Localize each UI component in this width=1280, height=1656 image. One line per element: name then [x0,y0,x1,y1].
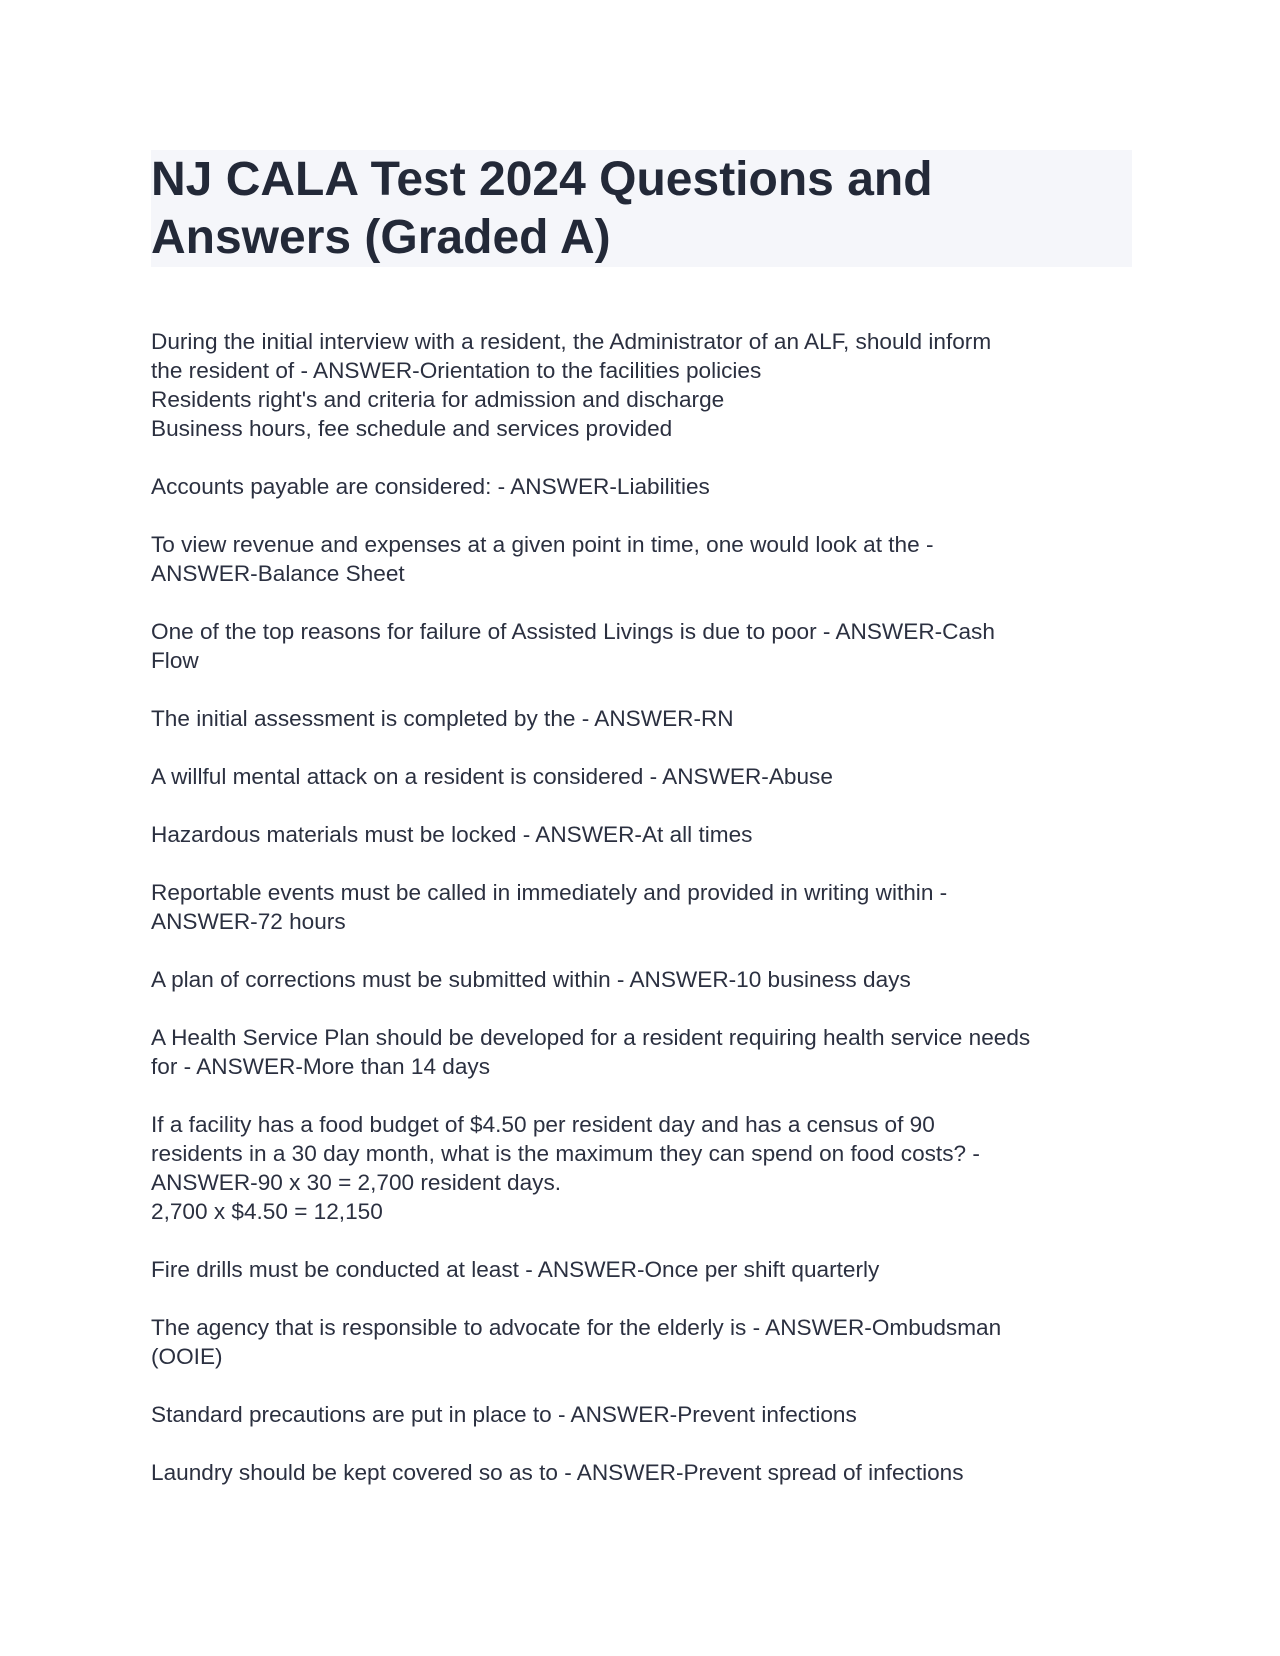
qa-line: ANSWER-90 x 30 = 2,700 resident days. [151,1170,562,1195]
qa-line: Flow [151,648,199,673]
qa-line: A willful mental attack on a resident is considered - ANSWER-Abuse [151,764,833,789]
qa-line: ANSWER-Balance Sheet [151,561,405,586]
qa-line: Laundry should be kept covered so as to - ANSWER-Prevent spread of infections [151,1460,964,1485]
qa-item [151,1400,1132,1429]
qa-line: To view revenue and expenses at a given point in time, one would look at the - [151,532,934,557]
qa-item [151,530,1132,588]
qa-line: Hazardous materials must be locked - ANSWER-At all times [151,822,753,847]
qa-item [151,617,1132,675]
qa-item [151,965,1132,994]
qa-line: Standard precautions are put in place to - ANSWER-Prevent infections [151,1402,857,1427]
qa-line: During the initial interview with a resident, the Administrator of an ALF, should inform [151,329,992,354]
qa-line: A Health Service Plan should be developed for a resident requiring health service needs [151,1025,1031,1050]
qa-item [151,762,1132,791]
qa-line: A plan of corrections must be submitted within - ANSWER-10 business days [151,967,911,992]
qa-line: The agency that is responsible to advocate for the elderly is - ANSWER-Ombudsman [151,1315,1002,1340]
document-page [151,150,1132,1516]
qa-item [151,1110,1132,1226]
document-title [151,150,1132,267]
qa-line: Business hours, fee schedule and services provided [151,416,673,441]
qa-item [151,820,1132,849]
qa-line: If a facility has a food budget of $4.50 per resident day and has a census of 90 [151,1112,935,1137]
qa-item [151,1255,1132,1284]
title-line-2: Answers (Graded A) [151,211,611,264]
qa-item [151,1023,1132,1081]
qa-list [151,327,1132,1487]
qa-line: One of the top reasons for failure of Assisted Livings is due to poor - ANSWER-Cash [151,619,995,644]
qa-item [151,327,1132,443]
qa-line: 2,700 x $4.50 = 12,150 [151,1199,383,1224]
qa-line: Fire drills must be conducted at least - ANSWER-Once per shift quarterly [151,1257,880,1282]
title-line-1: NJ CALA Test 2024 Questions and [151,153,933,206]
qa-line: Residents right's and criteria for admission and discharge [151,387,725,412]
qa-item [151,704,1132,733]
qa-line: (OOIE) [151,1344,223,1369]
qa-item [151,878,1132,936]
qa-line: for - ANSWER-More than 14 days [151,1054,491,1079]
qa-item [151,1458,1132,1487]
qa-line: Reportable events must be called in immediately and provided in writing within - [151,880,948,905]
qa-line: the resident of - ANSWER-Orientation to the facilities policies [151,358,762,383]
qa-item [151,472,1132,501]
qa-line: ANSWER-72 hours [151,909,346,934]
title-block [151,150,1132,267]
qa-line: residents in a 30 day month, what is the maximum they can spend on food costs? - [151,1141,980,1166]
qa-line: The initial assessment is completed by the - ANSWER-RN [151,706,734,731]
qa-line: Accounts payable are considered: - ANSWER-Liabilities [151,474,710,499]
qa-item [151,1313,1132,1371]
